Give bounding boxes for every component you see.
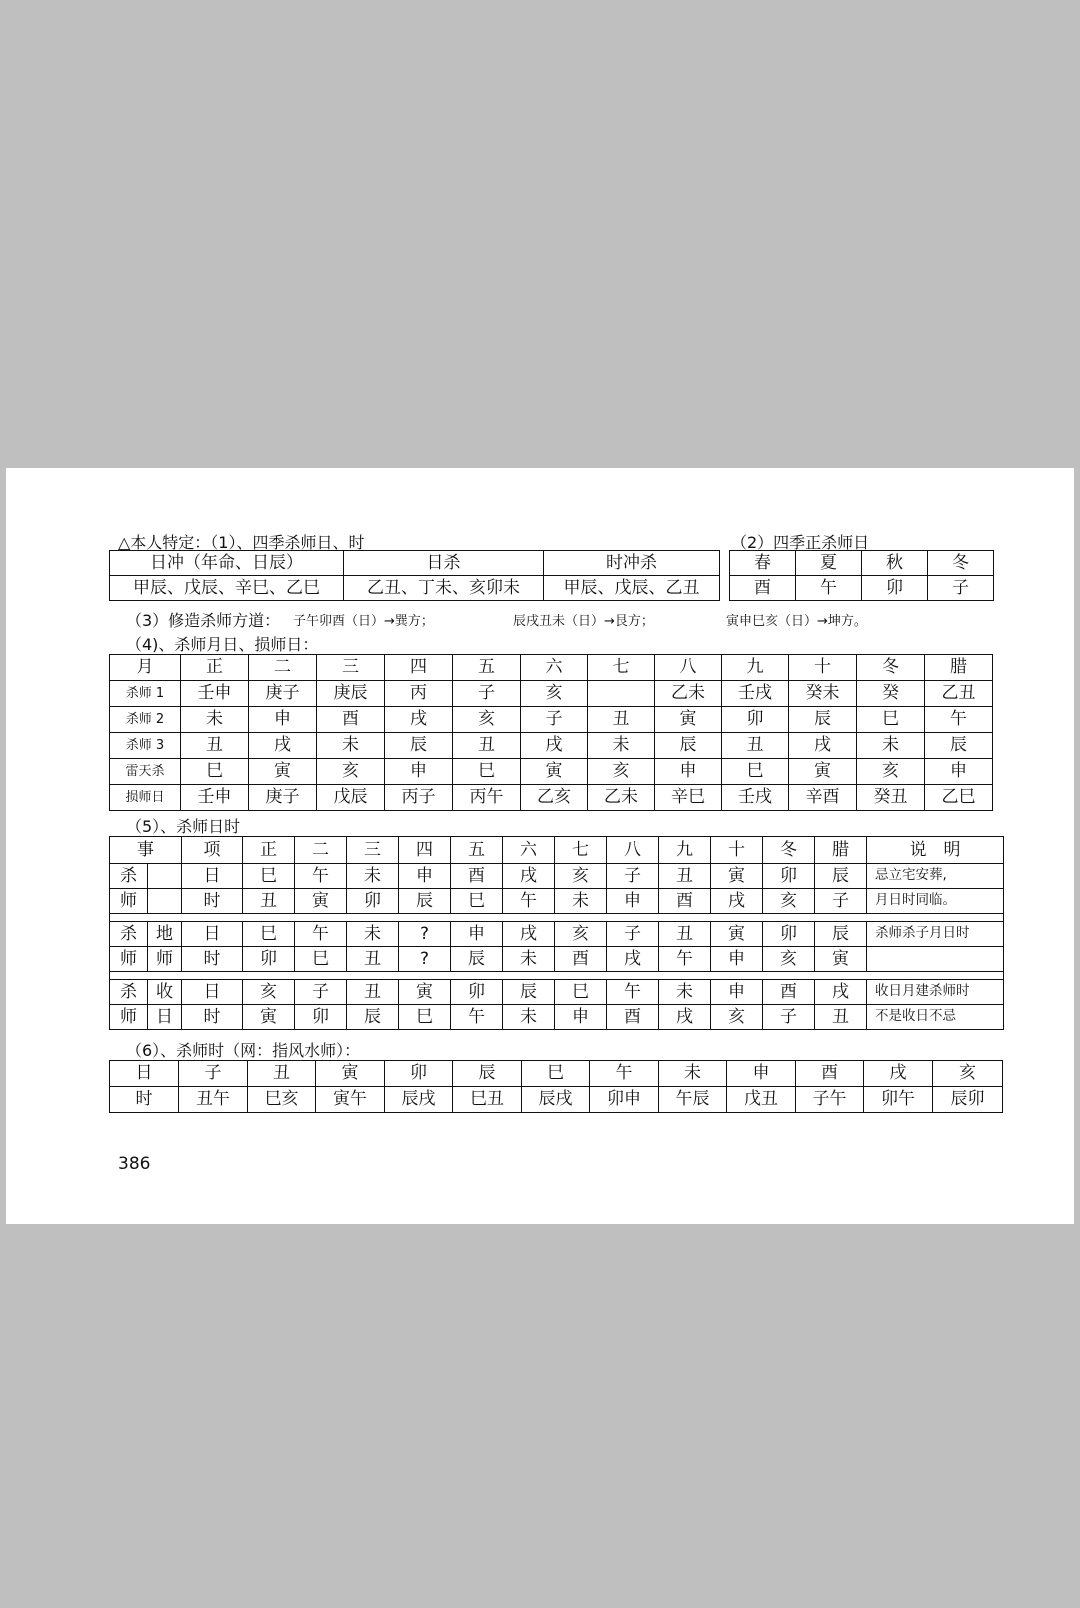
sec5-label-cell: 师 <box>110 1005 148 1030</box>
sec4-heading: （4)、杀师月日、损师日： <box>126 635 319 654</box>
sec5-cell: 酉 <box>763 980 815 1005</box>
sec5-cell: 卯 <box>243 947 295 972</box>
sec5-cell: 丑 <box>243 889 295 914</box>
sec3-rule-a: 子午卯酉（日）→巽方； <box>293 614 434 629</box>
sec6-cell: 未 <box>659 1061 727 1087</box>
season-cell: 秋 <box>862 551 928 576</box>
sec5-cell: 卯 <box>451 980 503 1005</box>
sec1-header-cell: 日杀 <box>344 551 544 576</box>
sec5-cell: 未 <box>503 1005 555 1030</box>
sec4-cell: 戊辰 <box>317 785 385 811</box>
sec4-cell: 亥 <box>588 759 655 785</box>
sec4-cell: 未 <box>317 733 385 759</box>
sec6-row <box>110 1061 1003 1087</box>
sec4-cell: 冬 <box>857 655 925 681</box>
sec1-table <box>109 550 720 601</box>
sec5-cell: 申 <box>555 1005 607 1030</box>
sec5-cell: 丑 <box>659 864 711 889</box>
sec4-row-label: 杀师 2 <box>110 707 181 733</box>
sec6-cell: 戊丑 <box>727 1087 796 1113</box>
sec4-cell: 午 <box>925 707 993 733</box>
sec5-group-row <box>110 864 1004 889</box>
sec5-cell: 午 <box>503 889 555 914</box>
sec5-cell: ? <box>399 947 451 972</box>
sec1-value-cell: 甲辰、戊辰、乙丑 <box>544 576 720 601</box>
sec6-cell: 丑午 <box>179 1087 248 1113</box>
sec5-cell: 未 <box>347 922 399 947</box>
sec5-cell: 未 <box>503 947 555 972</box>
sec5-cell: 寅 <box>815 947 867 972</box>
sec6-cell: 辰戌 <box>522 1087 590 1113</box>
sec4-cell: 酉 <box>317 707 385 733</box>
sec4-cell: 申 <box>249 707 317 733</box>
sec5-cell: 亥 <box>555 922 607 947</box>
sec6-heading: （6）、杀师时（网：指风水师）： <box>126 1041 361 1060</box>
sec4-cell: 辛酉 <box>789 785 857 811</box>
sec5-cell: 申 <box>399 864 451 889</box>
sec5-month-cell: 二 <box>295 837 347 864</box>
sec5-cell: 巳 <box>295 947 347 972</box>
sec5-cell: 辰 <box>347 1005 399 1030</box>
sec4-cell: 亥 <box>317 759 385 785</box>
sec4-row <box>110 733 993 759</box>
sec5-cell: 丑 <box>815 1005 867 1030</box>
sec6-cell: 申 <box>727 1061 796 1087</box>
sec3-rule-c: 寅申巳亥（日）→坤方。 <box>726 614 867 629</box>
sec5-cell: 辰 <box>399 889 451 914</box>
sec3-heading: （3）修造杀师方道： <box>126 611 281 630</box>
sec6-cell: 午辰 <box>659 1087 727 1113</box>
sec4-cell: 巳 <box>453 759 521 785</box>
sec6-cell: 亥 <box>933 1061 1003 1087</box>
sec5-month-cell: 冬 <box>763 837 815 864</box>
sec6-row-label: 时 <box>110 1087 179 1113</box>
sec5-label-cell: 地 <box>148 922 182 947</box>
sec5-cell: 未 <box>659 980 711 1005</box>
sec5-month-cell: 四 <box>399 837 451 864</box>
sec5-cell: 子 <box>607 922 659 947</box>
sec4-cell: 癸丑 <box>857 785 925 811</box>
sec4-cell: 壬戌 <box>722 681 789 707</box>
sec5-cell: 子 <box>815 889 867 914</box>
sec4-cell: 丑 <box>181 733 249 759</box>
sec5-cell: 丑 <box>347 980 399 1005</box>
sec4-cell: 辛巳 <box>655 785 722 811</box>
sec4-cell: 未 <box>588 733 655 759</box>
sec4-cell: 癸未 <box>789 681 857 707</box>
sec4-cell: 寅 <box>521 759 588 785</box>
sec5-cell: 子 <box>607 864 659 889</box>
sec5-cell: 申 <box>711 980 763 1005</box>
sec4-row-label: 杀师 1 <box>110 681 181 707</box>
sec5-cell: 卯 <box>763 864 815 889</box>
sec5-cell: 午 <box>451 1005 503 1030</box>
sec5-cell: 辰 <box>451 947 503 972</box>
sec4-cell: 申 <box>385 759 453 785</box>
sec6-cell: 午 <box>590 1061 659 1087</box>
sec5-label-cell: 师 <box>148 947 182 972</box>
sec4-cell: 亥 <box>453 707 521 733</box>
sec5-label-cell: 日 <box>148 1005 182 1030</box>
sec4-cell: 丑 <box>453 733 521 759</box>
sec5-note-cell: 收日月建杀师时 <box>867 980 1004 1005</box>
sec4-cell: 未 <box>857 733 925 759</box>
sec5-cell: 申 <box>607 889 659 914</box>
season-value-cell: 酉 <box>730 576 796 601</box>
sec5-cell: 亥 <box>711 1005 763 1030</box>
sec4-cell: 寅 <box>789 759 857 785</box>
sec4-cell: 未 <box>181 707 249 733</box>
sec4-row <box>110 759 993 785</box>
sec4-row-label: 杀师 3 <box>110 733 181 759</box>
sec5-note-cell: 月日时同临。 <box>867 889 1004 914</box>
sec5-label-cell: 时 <box>182 947 243 972</box>
sec5-cell: 未 <box>347 864 399 889</box>
sec4-cell: 戌 <box>249 733 317 759</box>
sec4-cell: 乙丑 <box>925 681 993 707</box>
sec4-cell: 三 <box>317 655 385 681</box>
sec5-month-cell: 六 <box>503 837 555 864</box>
sec5-header-row <box>110 837 1004 864</box>
sec4-cell: 庚辰 <box>317 681 385 707</box>
sec5-group-row <box>110 922 1004 947</box>
sec4-row <box>110 681 993 707</box>
sec6-cell: 辰卯 <box>933 1087 1003 1113</box>
sec4-cell: 癸 <box>857 681 925 707</box>
sec4-cell: 辰 <box>385 733 453 759</box>
sec4-row-label: 雷天杀 <box>110 759 181 785</box>
sec5-cell: 巳 <box>243 922 295 947</box>
sec3-rule-b: 辰戌丑未（日）→艮方； <box>513 614 654 629</box>
sec6-cell: 卯 <box>385 1061 453 1087</box>
sec5-group-row <box>110 980 1004 1005</box>
sec6-row-label: 日 <box>110 1061 179 1087</box>
sec4-cell: 子 <box>521 707 588 733</box>
sec5-separator-row <box>110 972 1004 980</box>
sec4-cell: 二 <box>249 655 317 681</box>
sec4-cell: 庚子 <box>249 681 317 707</box>
sec4-cell: 七 <box>588 655 655 681</box>
sec4-cell: 辰 <box>655 733 722 759</box>
page-number: 386 <box>118 1154 151 1174</box>
sec4-cell: 戌 <box>789 733 857 759</box>
sec6-row <box>110 1087 1003 1113</box>
sec5-cell: 亥 <box>763 889 815 914</box>
sec5-label-cell: 时 <box>182 889 243 914</box>
sec4-cell: 辰 <box>789 707 857 733</box>
sec4-cell: 乙亥 <box>521 785 588 811</box>
sec5-cell: 戌 <box>711 889 763 914</box>
sec4-cell: 正 <box>181 655 249 681</box>
sec5-note-cell <box>867 947 1004 972</box>
sec4-cell: 丑 <box>722 733 789 759</box>
sec5-label-cell: 师 <box>110 889 148 914</box>
sec5-header-cell: 事 <box>110 837 182 864</box>
sec4-cell: 亥 <box>857 759 925 785</box>
sec4-cell: 申 <box>655 759 722 785</box>
sec1-value-cell: 甲辰、戊辰、辛巳、乙巳 <box>110 576 344 601</box>
sec5-cell: 寅 <box>711 922 763 947</box>
sec5-cell: 寅 <box>399 980 451 1005</box>
sec5-heading: （5）、杀师日时 <box>126 817 241 836</box>
season-value-cell: 午 <box>796 576 862 601</box>
sec6-table <box>109 1060 1003 1113</box>
sec5-label-cell: 杀 <box>110 980 148 1005</box>
sec5-label-cell: 日 <box>182 864 243 889</box>
sec5-month-cell: 八 <box>607 837 659 864</box>
sec5-header-cell: 项 <box>182 837 243 864</box>
sec4-row-label: 月 <box>110 655 181 681</box>
sec4-cell: 腊 <box>925 655 993 681</box>
sec5-header-cell: 说 明 <box>867 837 1004 864</box>
sec4-cell: 壬戌 <box>722 785 789 811</box>
sec5-cell: 酉 <box>451 864 503 889</box>
sec4-cell: 巳 <box>181 759 249 785</box>
document-page <box>6 468 1074 1224</box>
sec6-cell: 巳丑 <box>453 1087 522 1113</box>
sec6-cell: 辰戌 <box>385 1087 453 1113</box>
sec5-cell: 戌 <box>659 1005 711 1030</box>
sec5-label-cell <box>148 864 182 889</box>
sec6-cell: 戌 <box>864 1061 933 1087</box>
sec5-label-cell <box>148 889 182 914</box>
sec4-cell: 九 <box>722 655 789 681</box>
sec4-cell: 辰 <box>925 733 993 759</box>
season-value-cell: 卯 <box>862 576 928 601</box>
sec4-cell: 寅 <box>655 707 722 733</box>
sec4-cell: 壬申 <box>181 785 249 811</box>
sec5-note-cell: 忌立宅安葬, <box>867 864 1004 889</box>
sec5-cell: 辰 <box>503 980 555 1005</box>
sec2-heading: （2）四季正杀师日 <box>731 533 870 552</box>
sec1-value-cell: 乙丑、丁未、亥卯未 <box>344 576 544 601</box>
sec5-label-cell: 时 <box>182 1005 243 1030</box>
sec4-cell: 乙未 <box>588 785 655 811</box>
sec4-cell: 申 <box>925 759 993 785</box>
sec5-cell: 午 <box>607 980 659 1005</box>
sec5-cell: 卯 <box>295 1005 347 1030</box>
sec5-cell: 寅 <box>295 889 347 914</box>
sec4-cell: 巳 <box>857 707 925 733</box>
sec4-cell: 巳 <box>722 759 789 785</box>
sec5-month-cell: 十 <box>711 837 763 864</box>
sec4-cell: 丑 <box>588 707 655 733</box>
sec4-cell: 四 <box>385 655 453 681</box>
sec5-cell: 申 <box>451 922 503 947</box>
sec6-cell: 子午 <box>796 1087 864 1113</box>
sec5-cell: 丑 <box>659 922 711 947</box>
sec6-cell: 辰 <box>453 1061 522 1087</box>
sec4-table <box>109 654 993 811</box>
sec1-header-cell: 时冲杀 <box>544 551 720 576</box>
sec5-cell: 未 <box>555 889 607 914</box>
sec5-cell: 丑 <box>347 947 399 972</box>
season-value-cell: 子 <box>928 576 994 601</box>
sec4-cell: 八 <box>655 655 722 681</box>
sec1-heading: △本人特定：（1）、四季杀师日、时 <box>118 533 365 552</box>
sec5-cell: 子 <box>295 980 347 1005</box>
sec6-cell: 酉 <box>796 1061 864 1087</box>
sec5-cell: 酉 <box>555 947 607 972</box>
sec5-cell: 酉 <box>659 889 711 914</box>
sec4-row <box>110 785 993 811</box>
sec6-cell: 寅 <box>316 1061 385 1087</box>
sec4-cell: 十 <box>789 655 857 681</box>
sec6-cell: 巳亥 <box>248 1087 316 1113</box>
sec5-cell: 辰 <box>815 922 867 947</box>
sec4-cell: 乙未 <box>655 681 722 707</box>
sec5-cell: 寅 <box>711 864 763 889</box>
season-cell: 夏 <box>796 551 862 576</box>
sec6-cell: 卯午 <box>864 1087 933 1113</box>
sec4-cell: 乙巳 <box>925 785 993 811</box>
sec5-separator <box>110 972 1004 980</box>
sec4-cell: 戌 <box>385 707 453 733</box>
sec4-cell <box>588 681 655 707</box>
sec4-cell: 六 <box>521 655 588 681</box>
sec5-month-cell: 九 <box>659 837 711 864</box>
sec5-cell: 戌 <box>503 864 555 889</box>
sec5-month-cell: 七 <box>555 837 607 864</box>
sec5-label-cell: 杀 <box>110 922 148 947</box>
sec5-cell: 戌 <box>607 947 659 972</box>
sec4-header-row <box>110 655 993 681</box>
sec5-separator-row <box>110 914 1004 922</box>
sec4-cell: 五 <box>453 655 521 681</box>
sec1-header-cell: 日冲（年命、日辰） <box>110 551 344 576</box>
sec6-cell: 寅午 <box>316 1087 385 1113</box>
sec5-cell: 午 <box>295 922 347 947</box>
sec5-cell: 酉 <box>607 1005 659 1030</box>
sec2-table <box>729 550 994 601</box>
sec5-cell: 亥 <box>763 947 815 972</box>
sec5-cell: 巳 <box>451 889 503 914</box>
sec4-cell: 戌 <box>521 733 588 759</box>
sec5-note-cell: 不是收日不忌 <box>867 1005 1004 1030</box>
sec5-label-cell: 收 <box>148 980 182 1005</box>
sec6-cell: 巳 <box>522 1061 590 1087</box>
season-cell: 春 <box>730 551 796 576</box>
sec5-cell: 卯 <box>347 889 399 914</box>
sec4-cell: 壬申 <box>181 681 249 707</box>
sec4-cell: 庚子 <box>249 785 317 811</box>
sec5-cell: 巳 <box>555 980 607 1005</box>
sec6-cell: 子 <box>179 1061 248 1087</box>
sec4-cell: 寅 <box>249 759 317 785</box>
sec5-cell: 亥 <box>243 980 295 1005</box>
sec5-note-cell: 杀师杀子月日时 <box>867 922 1004 947</box>
sec4-cell: 丙午 <box>453 785 521 811</box>
sec6-cell: 卯申 <box>590 1087 659 1113</box>
sec6-cell: 丑 <box>248 1061 316 1087</box>
sec5-month-cell: 正 <box>243 837 295 864</box>
sec5-cell: 巳 <box>243 864 295 889</box>
sec5-month-cell: 三 <box>347 837 399 864</box>
sec5-label-cell: 杀 <box>110 864 148 889</box>
sec4-cell: 丙 <box>385 681 453 707</box>
sec4-cell: 亥 <box>521 681 588 707</box>
sec5-table <box>109 836 1004 1030</box>
sec5-cell: 戌 <box>503 922 555 947</box>
sec5-cell: 戌 <box>815 980 867 1005</box>
sec5-group-row <box>110 1005 1004 1030</box>
season-cell: 冬 <box>928 551 994 576</box>
sec4-cell: 卯 <box>722 707 789 733</box>
sec5-month-cell: 腊 <box>815 837 867 864</box>
sec5-separator <box>110 914 1004 922</box>
sec5-label-cell: 日 <box>182 922 243 947</box>
sec5-cell: 子 <box>763 1005 815 1030</box>
sec5-cell: 辰 <box>815 864 867 889</box>
sec5-group-row <box>110 947 1004 972</box>
sec5-cell: 寅 <box>243 1005 295 1030</box>
sec5-cell: 卯 <box>763 922 815 947</box>
sec4-cell: 子 <box>453 681 521 707</box>
sec5-cell: 午 <box>659 947 711 972</box>
sec5-cell: 亥 <box>555 864 607 889</box>
sec4-row <box>110 707 993 733</box>
sec5-group-row <box>110 889 1004 914</box>
sec5-cell: 申 <box>711 947 763 972</box>
sec4-cell: 丙子 <box>385 785 453 811</box>
sec5-month-cell: 五 <box>451 837 503 864</box>
sec5-cell: ? <box>399 922 451 947</box>
sec5-label-cell: 日 <box>182 980 243 1005</box>
sec5-label-cell: 师 <box>110 947 148 972</box>
sec5-cell: 午 <box>295 864 347 889</box>
sec4-row-label: 损师日 <box>110 785 181 811</box>
sec5-cell: 巳 <box>399 1005 451 1030</box>
